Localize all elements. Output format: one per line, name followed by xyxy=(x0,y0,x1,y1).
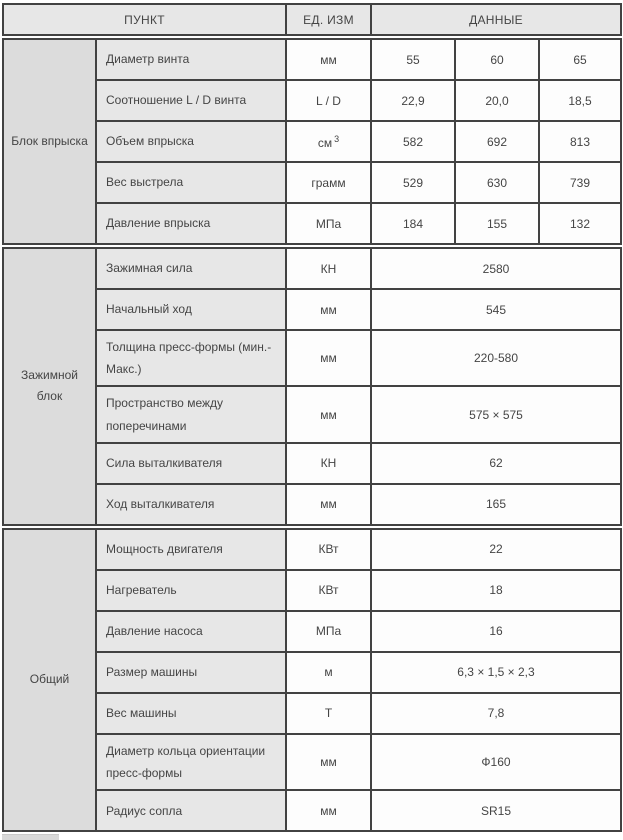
row-value-merged: 62 xyxy=(371,443,621,484)
row-unit xyxy=(286,529,371,570)
table-row xyxy=(3,570,621,611)
row-unit xyxy=(286,693,371,734)
group-label: Зажимной блок xyxy=(3,248,96,525)
unit-text: КВт xyxy=(318,583,339,598)
unit-text: КВт xyxy=(318,542,339,557)
row-value: 630 xyxy=(455,162,539,203)
unit-text: мм xyxy=(320,497,337,512)
row-value: 132 xyxy=(539,203,621,244)
row-value-merged: 575 × 575 xyxy=(371,386,621,442)
unit-superscript: 3 xyxy=(334,133,340,144)
header-cell-item: ПУНКТ xyxy=(3,4,286,35)
row-label: Нагреватель xyxy=(96,570,286,611)
table-row xyxy=(3,203,621,244)
row-value-merged: 545 xyxy=(371,289,621,330)
row-unit xyxy=(286,330,371,386)
row-value-merged: 22 xyxy=(371,529,621,570)
table-row xyxy=(3,162,621,203)
row-label: Начальный ход xyxy=(96,289,286,330)
row-label: Толщина пресс-формы (мин.-Макс.) xyxy=(96,330,286,386)
row-value: 582 xyxy=(371,121,455,162)
row-label: Объем впрыска xyxy=(96,121,286,162)
table-row xyxy=(3,652,621,693)
row-value: 184 xyxy=(371,203,455,244)
table-row xyxy=(3,330,621,386)
row-value-merged: 165 xyxy=(371,484,621,525)
header-cell-data: ДАННЫЕ xyxy=(371,4,621,35)
table-row xyxy=(3,121,621,162)
group-label: Общий xyxy=(3,529,96,831)
table-row xyxy=(3,443,621,484)
table-row xyxy=(3,289,621,330)
row-unit xyxy=(286,203,371,244)
table-row xyxy=(3,39,621,80)
row-value: 529 xyxy=(371,162,455,203)
table-row xyxy=(3,790,621,831)
row-label: Давление насоса xyxy=(96,611,286,652)
row-value-merged: 6,3 × 1,5 × 2,3 xyxy=(371,652,621,693)
group-label: Блок впрыска xyxy=(3,39,96,244)
row-label: Ход выталкивателя xyxy=(96,484,286,525)
row-label: Диаметр винта xyxy=(96,39,286,80)
unit-text: мм xyxy=(320,803,337,818)
unit-text: мм xyxy=(320,52,337,67)
unit-text: см xyxy=(317,135,333,150)
row-unit xyxy=(286,570,371,611)
row-unit xyxy=(286,289,371,330)
row-value: 65 xyxy=(539,39,621,80)
row-value-merged: Ф160 xyxy=(371,734,621,790)
row-unit xyxy=(286,386,371,442)
unit-text: мм xyxy=(320,407,337,422)
row-value-merged: SR15 xyxy=(371,790,621,831)
unit-text: мм xyxy=(320,754,337,769)
row-unit xyxy=(286,443,371,484)
row-label: Сила выталкивателя xyxy=(96,443,286,484)
row-value: 155 xyxy=(455,203,539,244)
row-unit xyxy=(286,121,371,162)
row-value-merged: 16 xyxy=(371,611,621,652)
row-unit xyxy=(286,484,371,525)
spec-table-groups xyxy=(2,38,623,832)
row-value: 813 xyxy=(539,121,621,162)
table-row xyxy=(3,386,621,442)
row-label: Давление впрыска xyxy=(96,203,286,244)
unit-text: грамм xyxy=(311,175,346,190)
unit-text: МПа xyxy=(315,624,342,639)
row-label: Соотношение L / D винта xyxy=(96,80,286,121)
row-value-merged: 18 xyxy=(371,570,621,611)
table-row xyxy=(3,80,621,121)
row-value: 739 xyxy=(539,162,621,203)
spec-table-header xyxy=(2,3,622,36)
row-value: 55 xyxy=(371,39,455,80)
row-value: 60 xyxy=(455,39,539,80)
row-value: 692 xyxy=(455,121,539,162)
row-label: Зажимная сила xyxy=(96,248,286,289)
row-unit xyxy=(286,248,371,289)
row-value-merged: 2580 xyxy=(371,248,621,289)
table-row xyxy=(3,529,621,570)
row-label: Размер машины xyxy=(96,652,286,693)
table-row xyxy=(3,611,621,652)
unit-text: мм xyxy=(320,302,337,317)
row-unit xyxy=(286,80,371,121)
header-cell-unit: ЕД. ИЗМ xyxy=(286,4,371,35)
row-label: Диаметр кольца ориентации пресс-формы xyxy=(96,734,286,790)
row-value: 20,0 xyxy=(455,80,539,121)
row-unit xyxy=(286,611,371,652)
spec-table-group xyxy=(2,247,622,526)
row-value: 22,9 xyxy=(371,80,455,121)
row-value: 18,5 xyxy=(539,80,621,121)
header-row xyxy=(3,4,621,35)
unit-text: МПа xyxy=(315,216,342,231)
spec-table-group xyxy=(2,528,622,832)
row-label: Вес машины xyxy=(96,693,286,734)
row-label: Вес выстрела xyxy=(96,162,286,203)
unit-text: м xyxy=(324,665,333,680)
row-label: Мощность двигателя xyxy=(96,529,286,570)
row-label: Радиус сопла xyxy=(96,790,286,831)
row-unit xyxy=(286,790,371,831)
row-unit xyxy=(286,652,371,693)
table-row xyxy=(3,734,621,790)
row-unit xyxy=(286,162,371,203)
unit-text: L / D xyxy=(316,93,341,108)
spec-table-group xyxy=(2,38,622,245)
table-row xyxy=(3,484,621,525)
row-label: Пространство между поперечинами xyxy=(96,386,286,442)
table-row xyxy=(3,248,621,289)
row-value-merged: 7,8 xyxy=(371,693,621,734)
unit-text: Т xyxy=(324,706,333,721)
table-row xyxy=(3,693,621,734)
unit-text: КН xyxy=(320,261,337,276)
row-unit xyxy=(286,734,371,790)
unit-text: КН xyxy=(320,456,337,471)
partial-element-bottom xyxy=(2,834,59,840)
row-value-merged: 220-580 xyxy=(371,330,621,386)
row-unit xyxy=(286,39,371,80)
unit-text: мм xyxy=(320,351,337,366)
